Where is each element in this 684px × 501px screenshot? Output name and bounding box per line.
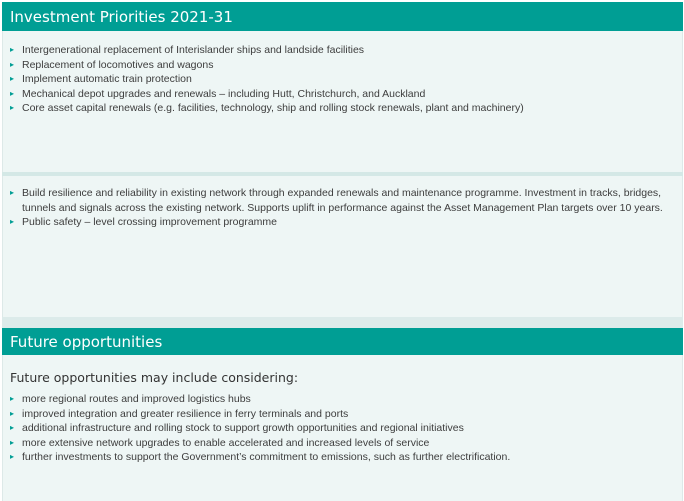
bullet-icon: ▸ [10, 188, 15, 197]
list-item: ▸ additional infrastructure and rolling stock to support growth opportunities and regional initiatives [10, 422, 464, 435]
future-opportunities-title: Future opportunities [10, 332, 163, 351]
bullet-icon: ▸ [10, 394, 15, 403]
bullet-icon: ▸ [10, 217, 15, 227]
list-item: ▸ Implement automatic train protection [10, 73, 192, 86]
future-opportunities-header [2, 328, 683, 355]
bullet-icon: ▸ [10, 45, 15, 54]
list-item: ▸ Core asset capital renewals (e.g. facilities, technology, ship and rolling stock renewals, plant and machinery) [10, 102, 524, 115]
list-item: ▸ more regional routes and improved logistics hubs [10, 393, 251, 405]
investment-priorities-title: Investment Priorities 2021-31 [10, 7, 233, 26]
bullet-icon: ▸ [10, 59, 15, 69]
list-item: ▸ improved integration and greater resilience in ferry terminals and ports [10, 407, 349, 420]
list-item: ▸ Intergenerational replacement of Interislander ships and landside facilities [10, 44, 365, 56]
investment-panel-secondary [2, 176, 683, 317]
bullet-icon: ▸ [10, 88, 15, 98]
list-item: ▸ Build resilience and reliability in existing network through expanded renewals and maintenance programme. Investment in tracks, bridges, tunnels and signals across the existing network. Supports uplift in performance against the Asset Management Plan targets over 10 years. [10, 187, 663, 214]
list-item: ▸ Replacement of locomotives and wagons [10, 58, 214, 71]
bullet-icon: ▸ [10, 423, 15, 433]
list-item: ▸ more extensive network upgrades to enable accelerated and increased levels of service [10, 436, 430, 449]
bullet-icon: ▸ [10, 408, 15, 418]
section-divider [2, 317, 683, 328]
bullet-icon: ▸ [10, 103, 15, 113]
investment-panel-primary [2, 31, 683, 172]
future-opportunities-intro: Future opportunities may include considering: [10, 370, 299, 385]
future-opportunities-list [10, 392, 674, 465]
bullet-icon: ▸ [10, 452, 15, 462]
future-opportunities-panel [2, 355, 683, 501]
bullet-icon: ▸ [10, 74, 15, 84]
list-item: ▸ Public safety – level crossing improvement programme [10, 216, 278, 229]
list-item: ▸ Mechanical depot upgrades and renewals – including Hutt, Christchurch, and Auckland [10, 87, 426, 100]
investment-list-primary [10, 43, 674, 116]
investment-priorities-header [2, 2, 683, 31]
list-item: ▸ further investments to support the Government’s commitment to emissions, such as further electrification. [10, 451, 511, 464]
investment-list-secondary [10, 186, 674, 230]
bullet-icon: ▸ [10, 437, 15, 447]
